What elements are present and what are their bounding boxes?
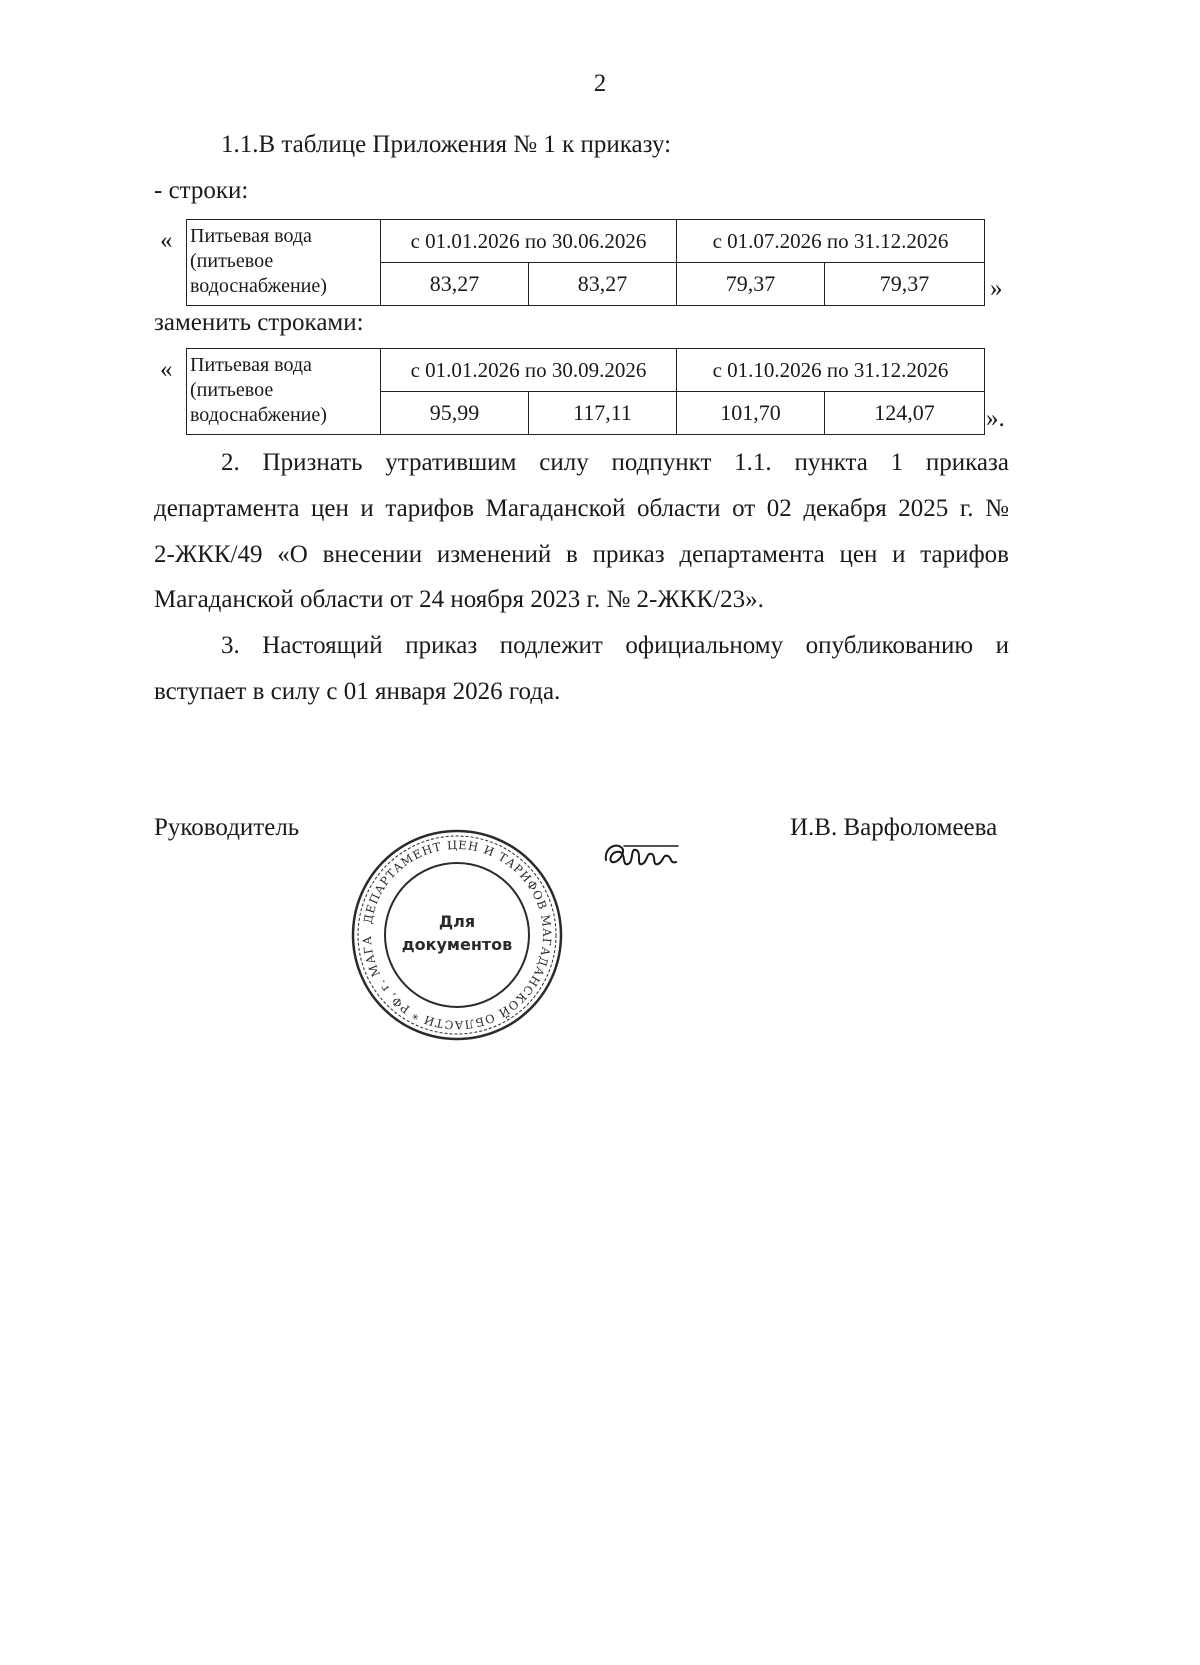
service-name-line: Питьевая вода (190, 225, 312, 247)
tariff-value-cell: 95,99 (381, 392, 529, 435)
clause-2-line: департамента цен и тарифов Магаданской области от 02 декабря 2025 г. № (154, 495, 1009, 522)
official-seal (348, 826, 566, 1044)
handwritten-signature (602, 838, 682, 874)
period-cell: с 01.01.2026 по 30.09.2026 (381, 349, 677, 392)
seal-center-text: документов (401, 935, 513, 954)
seal-ring-text: ДЕПАРТАМЕНТ ЦЕН И ТАРИФОВ МАГАДАНСКОЙ ОБЛАСТИ * РФ, г. МАГА (359, 837, 555, 1033)
clause-2-line: 2-ЖКК/49 «О внесении изменений в приказ департамента цен и тарифов (154, 541, 1009, 568)
signature-scribble (602, 838, 682, 874)
rows-label: - строки: (154, 177, 249, 204)
clause-2-line: Магаданской области от 24 ноября 2023 г. № 2-ЖКК/23». (154, 586, 764, 613)
service-name-line: водоснабжение) (190, 275, 327, 297)
tariff-value-cell: 79,37 (677, 263, 825, 306)
seal-center-text: Для (438, 912, 476, 931)
clause-3-line: 3. Настоящий приказ подлежит официальному опубликованию и (221, 632, 1009, 659)
seal-graphic (348, 826, 566, 1044)
service-name-cell (187, 220, 381, 306)
service-name-cell (187, 349, 381, 435)
tariff-table-new (186, 348, 985, 435)
tariff-value-cell: 101,70 (677, 392, 825, 435)
signatory-position: Руководитель (154, 814, 300, 841)
quote-open: « (160, 356, 173, 383)
page-number: 2 (593, 70, 607, 97)
service-name-line: водоснабжение) (190, 404, 327, 426)
tariff-value-cell: 79,37 (825, 263, 985, 306)
replace-label: заменить строками: (154, 309, 364, 336)
quote-close: » (990, 275, 1003, 302)
quote-open: « (160, 227, 173, 254)
clause-3-line: вступает в силу с 01 января 2026 года. (154, 678, 561, 705)
period-cell: с 01.10.2026 по 31.12.2026 (677, 349, 985, 392)
tariff-value-cell: 83,27 (529, 263, 677, 306)
quote-close: ». (986, 405, 1005, 432)
tariff-value-cell: 117,11 (529, 392, 677, 435)
service-name-line: Питьевая вода (190, 354, 312, 376)
service-name-line: (питьевое (190, 379, 274, 401)
clause-1-1: 1.1.В таблице Приложения № 1 к приказу: (221, 131, 672, 158)
clause-2-line: 2. Признать утратившим силу подпункт 1.1. пункта 1 приказа (221, 449, 1009, 476)
tariff-table-old (186, 219, 985, 306)
signatory-name: И.В. Варфоломеева (790, 814, 998, 841)
tariff-value-cell: 124,07 (825, 392, 985, 435)
service-name-line: (питьевое (190, 250, 274, 272)
period-cell: с 01.07.2026 по 31.12.2026 (677, 220, 985, 263)
tariff-value-cell: 83,27 (381, 263, 529, 306)
period-cell: с 01.01.2026 по 30.06.2026 (381, 220, 677, 263)
